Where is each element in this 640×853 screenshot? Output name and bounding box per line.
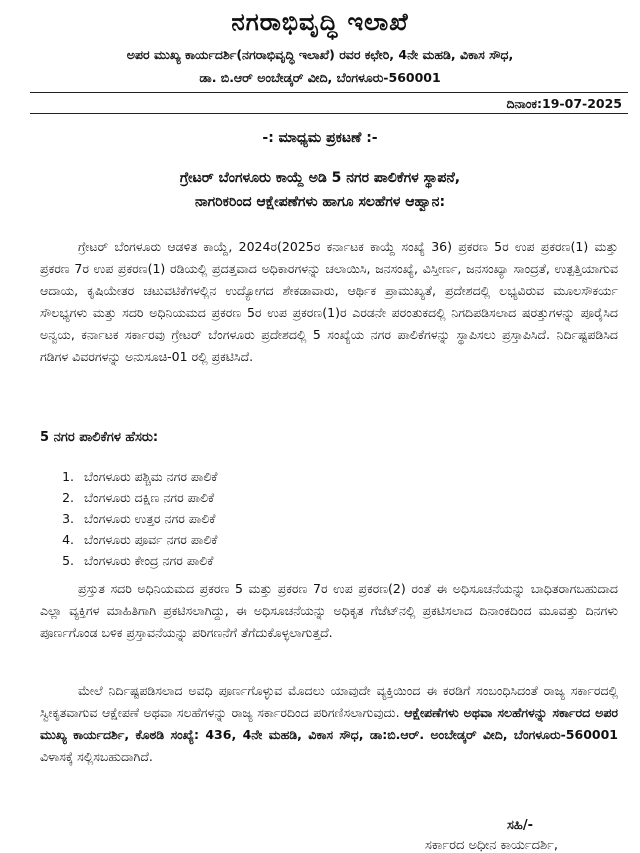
body-paragraph-1: ಗ್ರೇಟರ್ ಬೆಂಗಳೂರು ಆಡಳಿತ ಕಾಯ್ದೆ, 2024ರ(2025ರ ಕರ್ನಾಟಕ ಕಾಯ್ದೆ ಸಂಖ್ಯೆ 36) ಪ್ರಕರಣ 5ರ ಉಪ ಪ್ರಕರಣ(1) ಮತ್ತು ಪ್ರಕರಣ 7ರ ಉಪ ಪ್ರಕರಣ(1) ರಡಿಯಲ್ಲಿ ಪ್ರದತ್ತವಾದ ಅಧಿಕಾರಗಳನ್ನು ಚಲಾಯಿಸಿ, ಜನಸಂಖ್ಯೆ, ವಿಸ್ತೀರ್ಣ, ಜನಸಂಖ್ಯಾ ಸಾಂದ್ರತೆ, ಉತ್ಪತ್ತಿಯಾಗುವ ಆದಾಯ, ಕೃಷಿಯೇತರ ಚಟುವಟಿಕೆಗಳಲ್ಲಿನ ಉದ್ಯೋಗದ ಶೇಕಡಾವಾರು, ಆರ್ಥಿಕ ಪ್ರಾಮುಖ್ಯತೆ, ಪ್ರದೇಶದಲ್ಲಿ ಲಭ್ಯವಿರುವ ಮೂಲಸೌಕರ್ಯ ಸೌಲಭ್ಯಗಳು ಮತ್ತು ಸದರಿ ಅಧಿನಿಯಮದ ಪ್ರಕರಣ 5ರ ಉಪ ಪ್ರಕರಣ(1)ರ ಎರಡನೇ ಪರಂತುಕದಲ್ಲಿ ನಿಗದಿಪಡಿಸಲಾದ ಷರತ್ತುಗಳನ್ನು ಪೂರೈಸಿದ ಅನ್ವಯ, ಕರ್ನಾಟಕ ಸರ್ಕಾರವು ಗ್ರೇಟರ್ ಬೆಂಗಳೂರು ಪ್ರದೇಶದಲ್ಲಿ 5 ಸಂಖ್ಯೆಯ ನಗರ ಪಾಲಿಕೆಗಳನ್ನು ಸ್ಥಾಪಿಸಲು ಪ್ರಸ್ತಾಪಿಸಿದೆ. ನಿರ್ದಿಷ್ಟಪಡಿಸಿದ ಗಡಿಗಳ ವಿವರಗಳನ್ನು ಅನುಸೂಚಿ-01 ರಲ್ಲಿ ಪ್ರಕಟಿಸಿದೆ. [40, 239, 618, 364]
list-item-number: 2. [62, 490, 74, 505]
header-divider [30, 92, 628, 93]
header-divider-bottom [30, 113, 628, 114]
body-paragraph-3 [40, 680, 618, 768]
list-item-name: ಬೆಂಗಳೂರು ಕೇಂದ್ರ ನಗರ ಪಾಲಿಕೆ [84, 553, 214, 568]
subject-line-1: ಗ್ರೇಟರ್ ಬೆಂಗಳೂರು ಕಾಯ್ದೆ ಅಡಿ 5 ನಗರ ಪಾಲಿಕೆಗಳ ಸ್ಥಾಪನೆ, [179, 170, 461, 186]
list-item [40, 550, 217, 571]
signature-mark: ಸಹಿ/- [507, 818, 533, 833]
department-title: ನಗರಾಭಿವೃದ್ಧಿ ಇಲಾಖೆ [231, 8, 409, 36]
signatory-designation: ಸರ್ಕಾರದ ಅಧೀನ ಕಾರ್ಯದರ್ಶಿ, [425, 838, 559, 853]
list-item [40, 487, 217, 508]
corporations-list [40, 466, 217, 571]
list-item-name: ಬೆಂಗಳೂರು ಉತ್ತರ ನಗರ ಪಾಲಿಕೆ [84, 511, 216, 526]
list-item [40, 529, 217, 550]
list-item [40, 466, 217, 487]
list-item-name: ಬೆಂಗಳೂರು ದಕ್ಷಿಣ ನಗರ ಪಾಲಿಕೆ [84, 490, 215, 505]
corporations-list-heading: 5 ನಗರ ಪಾಲಿಕೆಗಳ ಹೆಸರು: [40, 430, 159, 445]
list-item-number: 4. [62, 532, 74, 547]
press-release-title: -: ಮಾಧ್ಯಮ ಪ್ರಕಟಣೆ :- [262, 130, 378, 146]
list-item-number: 1. [62, 469, 74, 484]
subject-line-2: ನಾಗರಿಕರಿಂದ ಆಕ್ಷೇಪಣೆಗಳು ಹಾಗೂ ಸಲಹೆಗಳ ಆಹ್ವಾನ: [194, 194, 446, 210]
list-item [40, 508, 217, 529]
list-item-number: 3. [62, 511, 74, 526]
date-label: ದಿನಾಂಕ:19-07-2025 [506, 96, 622, 111]
office-address-line-2: ಡಾ. ಬಿ.ಆರ್ ಅಂಬೇಡ್ಕರ್ ವೀದಿ, ಬೆಂಗಳೂರು-560001 [199, 70, 441, 85]
office-address-line-1: ಅಪರ ಮುಖ್ಯ ಕಾರ್ಯದರ್ಶಿ(ನಗರಾಭಿವೃದ್ಧಿ ಇಲಾಖೆ) ರವರ ಕಛೇರಿ, 4ನೇ ಮಹಡಿ, ವಿಕಾಸ ಸೌಧ, [126, 47, 514, 62]
list-item-name: ಬೆಂಗಳೂರು ಪೂರ್ವ ನಗರ ಪಾಲಿಕೆ [84, 532, 218, 547]
paragraph-3-text: ಮೇಲೆ ನಿರ್ದಿಷ್ಟಪಡಿಸಲಾದ ಅವಧಿ ಪೂರ್ಣಗೊಳ್ಳುವ ಮೊದಲು ಯಾವುದೇ ವ್ಯಕ್ತಿಯಿಂದ ಈ ಕರಡಿಗೆ ಸಂಬಂಧಿಸಿದಂತೆ ರಾಜ್ಯ ಸರ್ಕಾರದಲ್ಲಿ ಸ್ವೀಕೃತವಾಗುವ ಆಕ್ಷೇಪಣೆ ಅಥವಾ ಸಲಹೆಗಳನ್ನು ರಾಜ್ಯ ಸರ್ಕಾರದಿಂದ ಪರಿಗಣಿಸಲಾಗುವುದು. [40, 683, 618, 720]
body-paragraph-2: ಪ್ರಸ್ತುತ ಸದರಿ ಅಧಿನಿಯಮದ ಪ್ರಕರಣ 5 ಮತ್ತು ಪ್ರಕರಣ 7ರ ಉಪ ಪ್ರಕರಣ(2) ರಂತೆ ಈ ಅಧಿಸೂಚನೆಯನ್ನು ಬಾಧಿತರಾಗಬಹುದಾದ ಎಲ್ಲಾ ವ್ಯಕ್ತಿಗಳ ಮಾಹಿತಿಗಾಗಿ ಪ್ರಕಟಿಸಲಾಗಿದ್ದು, ಈ ಅಧಿಸೂಚನೆಯನ್ನು ಅಧಿಕೃತ ಗೆಜೆಟ್‌ನಲ್ಲಿ ಪ್ರಕಟಿಸಲಾದ ದಿನಾಂಕದಿಂದ ಮೂವತ್ತು ದಿನಗಳು ಪೂರ್ಣಗೊಂಡ ಬಳಿಕ ಪ್ರಸ್ತಾವನೆಯನ್ನು ಪರಿಗಣನೆಗೆ ತೆಗೆದುಕೊಳ್ಳಲಾಗುತ್ತದೆ. [40, 581, 618, 640]
paragraph-3-tail: ವಿಳಾಸಕ್ಕೆ ಸಲ್ಲಿಸಬಹುದಾಗಿದೆ. [40, 749, 153, 764]
list-item-number: 5. [62, 553, 74, 568]
submission-address: ಆಕ್ಷೇಪಣೆಗಳು ಅಥವಾ ಸಲಹೆಗಳನ್ನು ಸರ್ಕಾರದ ಅಪರ ಮುಖ್ಯ ಕಾರ್ಯದರ್ಶಿ, ಕೊಠಡಿ ಸಂಖ್ಯೆ: 436, 4ನೇ ಮಹಡಿ, ವಿಕಾಸ ಸೌಧ, ಡಾ:ಬಿ.ಆರ್. ಅಂಬೇಡ್ಕರ್ ವೀದಿ, ಬೆಂಗಳೂರು-560001 [40, 705, 618, 742]
list-item-name: ಬೆಂಗಳೂರು ಪಶ್ಚಿಮ ನಗರ ಪಾಲಿಕೆ [84, 469, 218, 484]
